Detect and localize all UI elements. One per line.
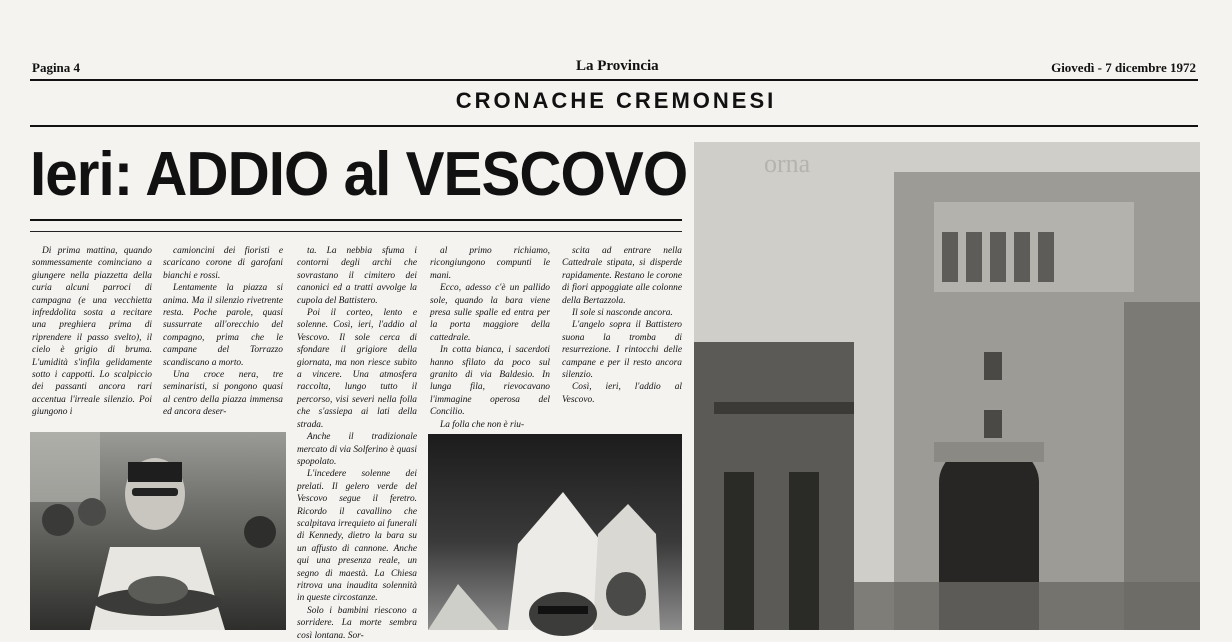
paragraph: camioncini dei fioristi e scaricano corone di garofani bianchi e rossi. xyxy=(163,246,283,281)
paragraph: L'incedere solenne dei prelati. Il gelero verde del Vescovo segue il feretro. Ricordo il cavallino che scalpitava irrequieto ai funerali di Kennedy, dietro la bara su un affusto di cannone. Anche qui una presenza reale, un segno di maestà. La Chiesa ritrova una inaudita solennità in queste circostanze. xyxy=(297,469,417,604)
paragraph: Di prima mattina, quando sommessamente cominciano a giungere nella piazzetta della curia alcuni parroci di campagna (e una vecchietta infreddolita sosta a recitare una preghiera prima di riprendere il passo svelto), il cielo è grigio di bruma. L'umidità s'infila gelidamente sotto i cappotti. Lo scalpiccio dei passanti ancora rari accentua l'irreale silenzio. Poi giungono i xyxy=(32,246,152,418)
newspaper-name: La Provincia xyxy=(576,58,659,74)
paragraph: Anche il tradizionale mercato di via Solferino è quasi spopolato. xyxy=(297,432,417,467)
photo-cathedral-square xyxy=(694,142,1200,630)
headline: Ieri: ADDIO al VESCOVO xyxy=(30,140,688,209)
paragraph: Il sole si nasconde ancora. xyxy=(572,308,673,319)
paragraph: In cotta bianca, i sacerdoti hanno sfilato da poco sul granito di via Baldesio. In lunga fila, rievocavano l'immagine operosa del Concilio. xyxy=(430,345,550,418)
article-column-4 xyxy=(430,245,550,430)
article-column-5 xyxy=(562,245,682,406)
article-column-1 xyxy=(32,245,152,419)
headline-rule xyxy=(30,219,682,221)
article-column-3 xyxy=(297,245,417,641)
article-column-2 xyxy=(163,245,283,418)
paragraph: Ecco, adesso c'è un pallido sole, quando la bara viene presa sulle spalle ed entra per la porta maggiore della cattedrale. xyxy=(430,283,550,343)
paragraph: Lentamente la piazza si anima. Ma il silenzio rivetrente resta. Poche parole, quasi sussurrate all'orecchio del compagno, prima che le campane del Torrazzo scandiscano a morto. xyxy=(163,283,283,368)
paragraph: Solo i bambini riescono a sorridere. La morte sembra così lontana. Sor- xyxy=(297,605,417,641)
headline-rule-thin xyxy=(30,231,682,232)
issue-date: Giovedì - 7 dicembre 1972 xyxy=(1051,60,1196,75)
paragraph: al primo richiamo, ricongiungono compunti le mani. xyxy=(430,246,550,281)
paragraph: Una croce nera, tre seminaristi, si pongono quasi al centro della piazza immensa ed ancora deser- xyxy=(163,370,283,418)
paragraph: Così, ieri, l'addio al Vescovo. xyxy=(562,382,682,405)
photo-priest-with-hat xyxy=(30,432,286,630)
paragraph: La folla che non è riu- xyxy=(440,419,525,430)
page-number: Pagina 4 xyxy=(32,60,81,75)
header-rule xyxy=(30,79,1198,81)
paragraph: Poi il corteo, lento e solenne. Così, ieri, l'addio al Vescovo. Il sole cerca di sfondare il grigiore della giornata, ma non riesce subito a vincere. Una atmosfera raccolta, lungo tutto il percorso, visi severi nella folla che s'assiepa ai lati della strada. xyxy=(297,308,417,430)
svg-text:orna: orna xyxy=(764,149,811,178)
section-rule xyxy=(30,125,1198,127)
paragraph: L'angelo sopra il Battistero suona la tromba di resurrezione. I rintocchi delle campane e per il resto ancora silenzio. xyxy=(562,320,682,381)
paragraph: ta. La nebbia sfuma i contorni degli archi che sovrastano il cimitero dei canonici ed a tratti avvolge la cupola del Battistero. xyxy=(297,246,417,306)
paragraph: scita ad entrare nella Cattedrale stipata, si disperde rapidamente. Restano le corone di fiori appoggiate alle colonne della Bertazzola. xyxy=(562,246,682,306)
section-title: CRONACHE CREMONESI xyxy=(455,88,777,113)
photo-bishops-mitres xyxy=(428,434,682,630)
